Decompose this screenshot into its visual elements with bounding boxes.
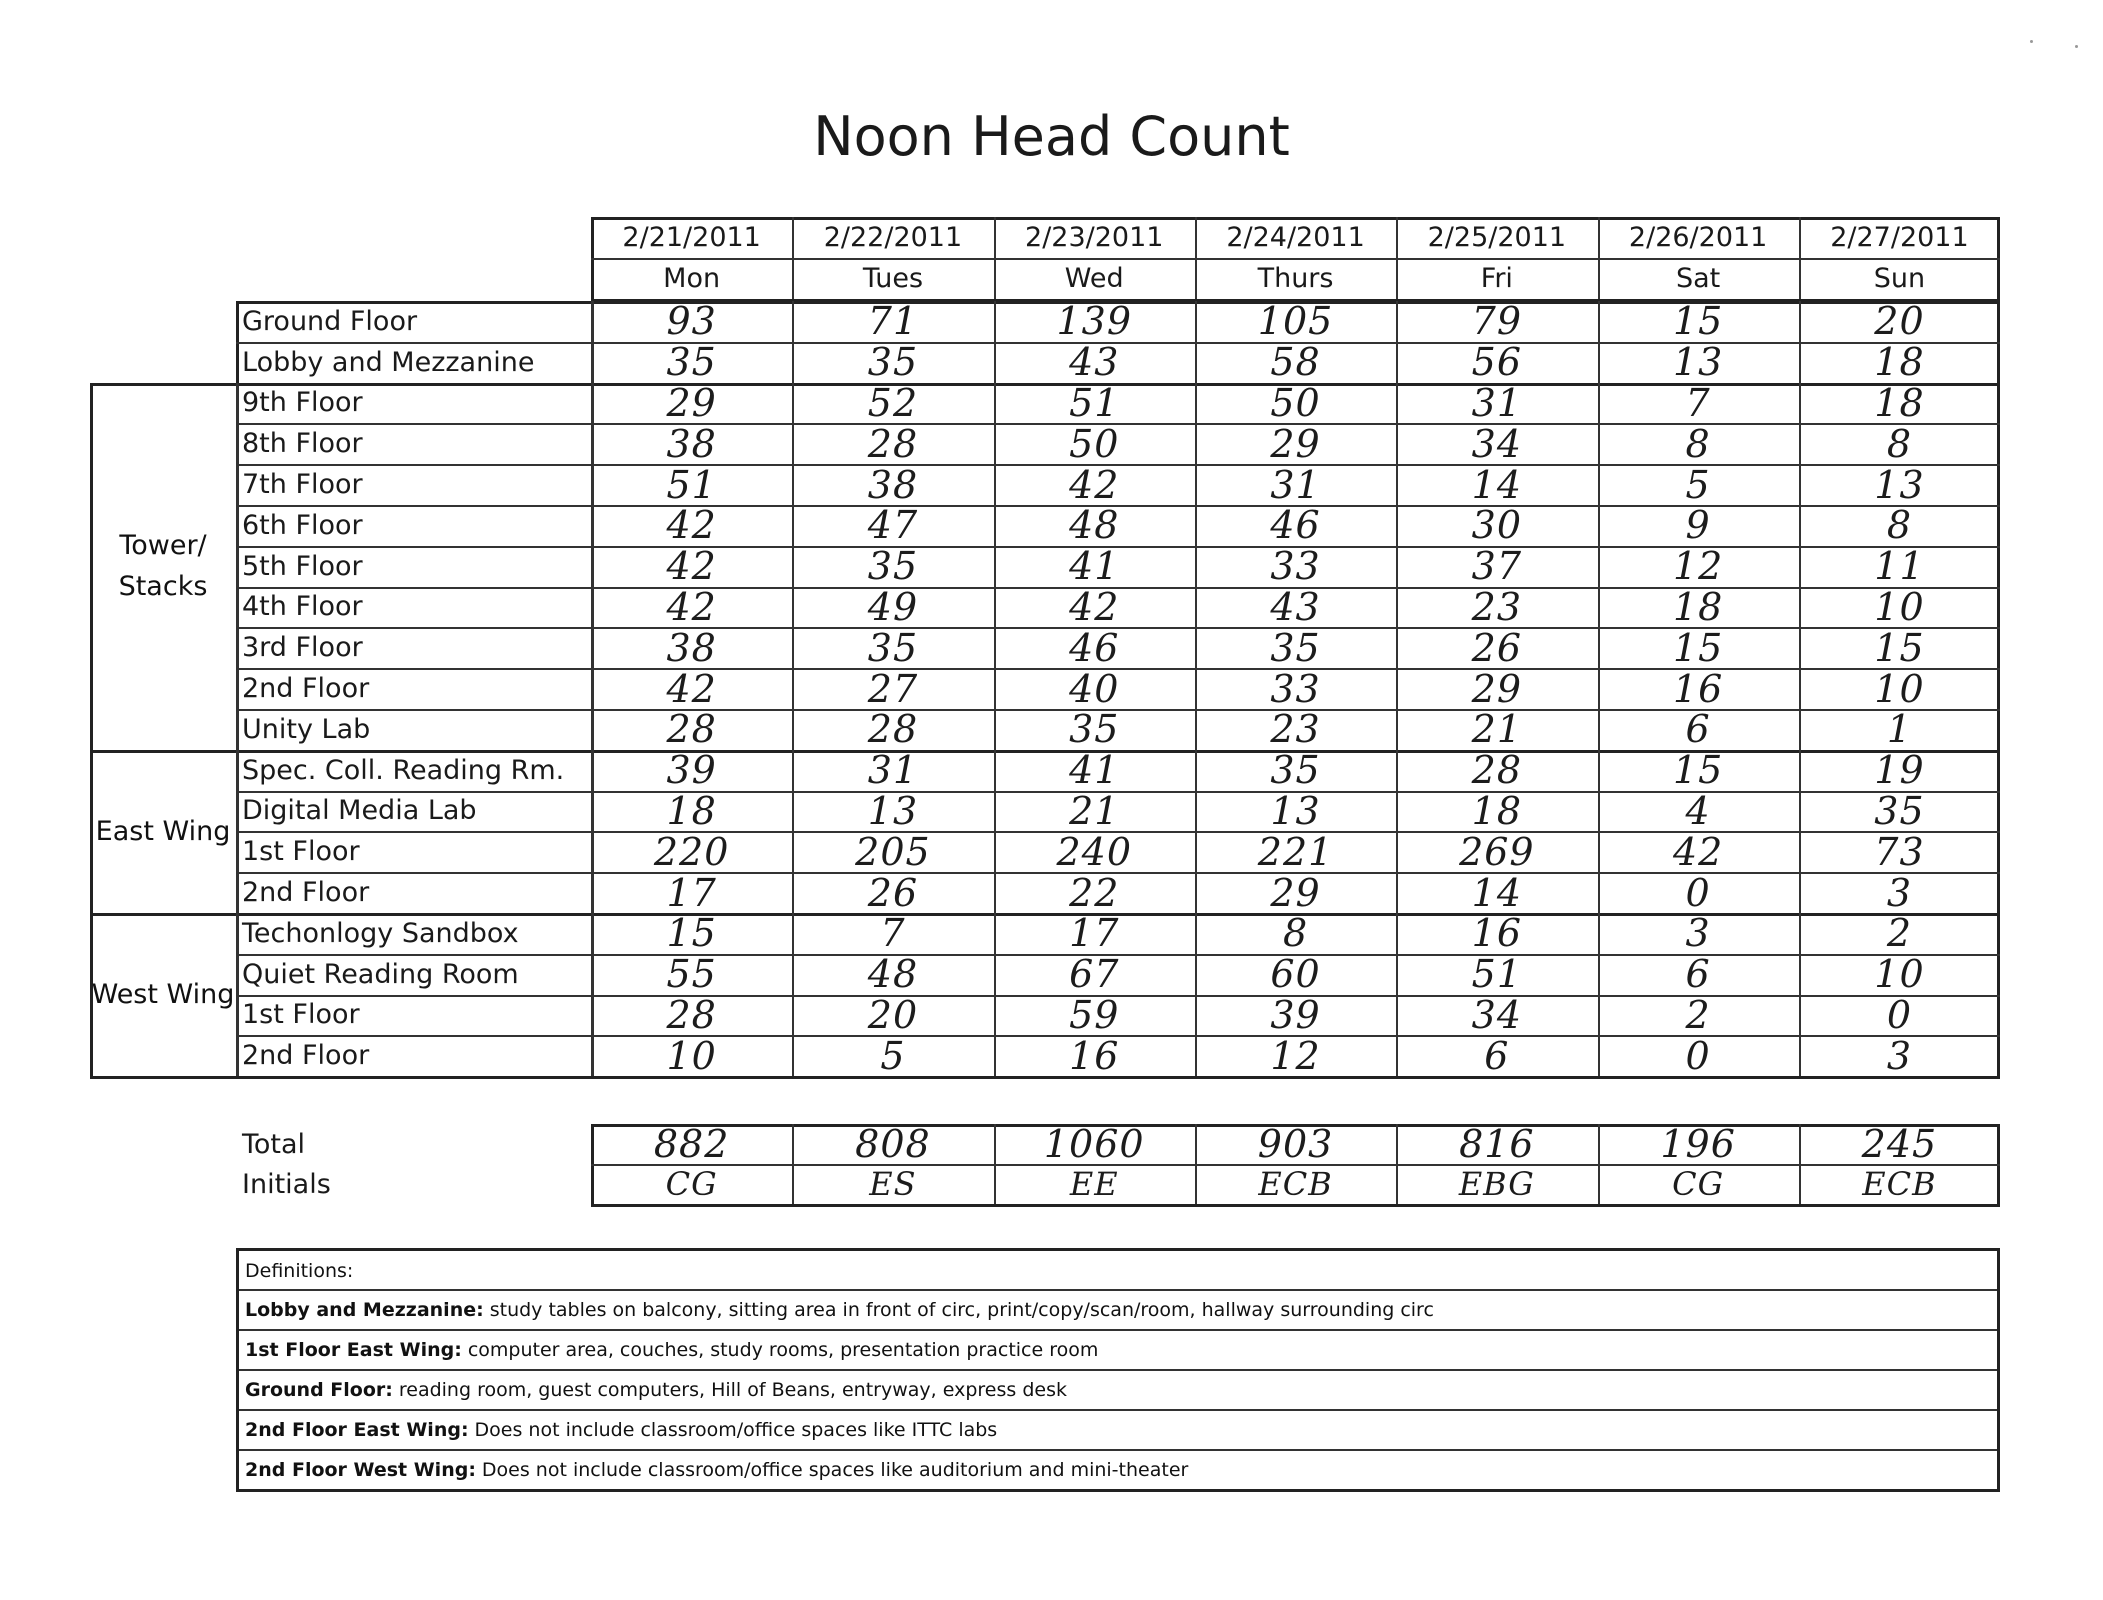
definition-text: reading room, guest computers, Hill of Beans, entryway, express desk [398, 1379, 1067, 1401]
total-cell: 1060 [1043, 1124, 1145, 1164]
count-cell: 12 [1672, 545, 1724, 587]
total-cell: 816 [1459, 1124, 1535, 1164]
definition-item [239, 1330, 1997, 1370]
count-cell: 9 [1685, 505, 1711, 546]
row-label: 1st Floor [242, 999, 360, 1031]
count-cell: 3 [1886, 872, 1913, 913]
count-cell: 8 [1886, 423, 1913, 465]
count-cell: 13 [1874, 464, 1925, 505]
count-cell: 42 [1069, 464, 1120, 505]
count-cell: 59 [1069, 994, 1120, 1036]
count-cell: 16 [1672, 668, 1724, 709]
count-cell: 16 [1069, 1035, 1120, 1077]
count-cell: 35 [1270, 749, 1321, 791]
count-cell: 71 [867, 301, 919, 342]
column-date: 2/24/2011 [1226, 222, 1365, 253]
count-cell: 23 [1471, 586, 1523, 628]
initials-cell: ECB [1258, 1165, 1333, 1203]
row-label: 4th Floor [242, 591, 363, 623]
count-cell: 11 [1874, 545, 1925, 587]
count-cell: 18 [1874, 382, 1925, 424]
count-cell: 42 [666, 668, 717, 709]
definition-item [239, 1410, 1997, 1450]
count-cell: 5 [1685, 464, 1711, 505]
definitions-heading: Definitions: [245, 1260, 354, 1282]
count-cell: 23 [1270, 709, 1321, 750]
count-cell: 48 [867, 953, 919, 995]
page-title: Noon Head Count [813, 105, 1290, 168]
group-label: East Wing [95, 815, 231, 847]
count-cell: 34 [1471, 423, 1523, 465]
count-cell: 49 [867, 586, 919, 628]
count-cell: 58 [1270, 341, 1321, 383]
count-cell: 39 [666, 749, 717, 791]
count-cell: 205 [855, 831, 931, 873]
count-cell: 51 [1069, 382, 1120, 424]
count-cell: 42 [1672, 831, 1724, 873]
definition-term: Ground Floor: [245, 1379, 393, 1401]
initials-label: Initials [242, 1168, 331, 1200]
count-cell: 60 [1270, 953, 1321, 995]
count-cell: 39 [1270, 994, 1321, 1036]
row-label: Quiet Reading Room [242, 958, 519, 990]
count-cell: 33 [1270, 545, 1321, 587]
count-cell: 19 [1874, 749, 1925, 791]
row-label: Lobby and Mezzanine [242, 346, 535, 378]
count-cell: 8 [1886, 505, 1913, 546]
count-cell: 56 [1471, 341, 1523, 383]
count-cell: 7 [880, 913, 906, 954]
count-cell: 79 [1471, 301, 1523, 342]
row-label: 2nd Floor [242, 877, 370, 909]
count-cell: 41 [1069, 749, 1120, 791]
count-cell: 20 [1874, 301, 1925, 342]
count-cell: 15 [1672, 301, 1724, 342]
count-cell: 28 [1471, 749, 1523, 791]
count-cell: 12 [1270, 1035, 1321, 1077]
definition-term: Lobby and Mezzanine: [245, 1299, 484, 1321]
count-cell: 15 [1672, 749, 1724, 791]
count-cell: 73 [1874, 831, 1925, 873]
count-cell: 21 [1069, 790, 1120, 832]
column-day: Fri [1480, 263, 1513, 294]
row-label: 3rd Floor [242, 632, 363, 664]
count-cell: 28 [867, 423, 919, 465]
row-label: 5th Floor [242, 550, 363, 582]
count-cell: 93 [666, 301, 717, 342]
column-date: 2/23/2011 [1025, 222, 1164, 253]
count-cell: 35 [1270, 627, 1321, 669]
row-label: Techonlogy Sandbox [242, 917, 519, 949]
column-date: 2/26/2011 [1628, 222, 1768, 253]
group-label: Tower/ Stacks [118, 530, 208, 603]
count-cell: 13 [1270, 790, 1321, 832]
count-cell: 28 [666, 709, 717, 750]
row-label: 7th Floor [242, 469, 363, 501]
row-label: Ground Floor [242, 305, 418, 337]
count-cell: 18 [1672, 586, 1724, 628]
count-cell: 29 [1270, 872, 1321, 913]
total-label: Total [242, 1128, 306, 1160]
count-cell: 42 [666, 545, 717, 587]
column-date: 2/21/2011 [622, 222, 761, 253]
total-cell: 245 [1861, 1124, 1938, 1164]
count-cell: 50 [1270, 382, 1321, 424]
definition-text: computer area, couches, study rooms, presentation practice room [467, 1339, 1099, 1361]
initials-cell: CG [665, 1165, 718, 1203]
count-cell: 10 [1874, 586, 1925, 628]
column-day: Thurs [1257, 263, 1334, 294]
total-cell: 808 [855, 1124, 931, 1164]
count-cell: 43 [1069, 341, 1120, 383]
definition-term: 2nd Floor East Wing: [245, 1419, 469, 1441]
column-day: Sat [1676, 263, 1721, 294]
row-label: 6th Floor [242, 509, 363, 541]
count-cell: 67 [1069, 953, 1120, 995]
count-cell: 30 [1471, 505, 1523, 546]
initials-cell: ES [869, 1165, 917, 1203]
total-cell: 882 [653, 1124, 730, 1164]
total-cell: 903 [1257, 1124, 1334, 1164]
column-date: 2/27/2011 [1830, 222, 1969, 253]
count-cell: 20 [867, 994, 919, 1036]
count-cell: 40 [1069, 668, 1120, 709]
initials-cell: ECB [1862, 1165, 1937, 1203]
count-cell: 50 [1069, 423, 1120, 465]
count-cell: 139 [1056, 301, 1132, 342]
count-cell: 42 [1069, 586, 1120, 628]
count-cell: 17 [1069, 913, 1120, 954]
column-day: Tues [862, 263, 924, 294]
count-cell: 2 [1685, 994, 1711, 1036]
count-cell: 31 [1471, 382, 1523, 424]
count-cell: 10 [1874, 668, 1925, 709]
row-label: 2nd Floor [242, 673, 370, 705]
count-cell: 17 [666, 872, 717, 913]
count-cell: 51 [666, 464, 717, 505]
count-cell: 55 [666, 953, 717, 995]
count-cell: 42 [666, 505, 717, 546]
row-label: 1st Floor [242, 836, 360, 868]
count-cell: 51 [1471, 953, 1523, 995]
count-cell: 26 [867, 872, 919, 913]
count-cell: 46 [1069, 627, 1120, 669]
count-cell: 14 [1471, 464, 1523, 505]
count-cell: 18 [1874, 341, 1925, 383]
count-cell: 38 [666, 423, 717, 465]
count-cell: 33 [1270, 668, 1321, 709]
count-cell: 35 [867, 545, 919, 587]
count-cell: 0 [1685, 872, 1711, 913]
definition-item [239, 1370, 1997, 1410]
initials-cell: EBG [1458, 1165, 1535, 1203]
definition-item [239, 1290, 1997, 1330]
row-label: 2nd Floor [242, 1040, 370, 1072]
count-cell: 31 [1270, 464, 1321, 505]
column-day: Sun [1873, 263, 1926, 294]
count-cell: 29 [1471, 668, 1523, 709]
count-cell: 10 [666, 1035, 717, 1077]
count-cell: 35 [867, 627, 919, 669]
count-cell: 37 [1471, 545, 1523, 587]
count-cell: 41 [1069, 545, 1120, 587]
column-day: Mon [663, 263, 721, 294]
count-cell: 48 [1069, 505, 1120, 546]
group-label: West Wing [91, 979, 235, 1011]
count-cell: 8 [1685, 423, 1711, 465]
count-cell: 6 [1685, 953, 1711, 995]
row-label: 9th Floor [242, 387, 363, 419]
count-cell: 1 [1886, 709, 1913, 750]
row-label: 8th Floor [242, 428, 363, 460]
count-cell: 35 [1874, 790, 1925, 832]
count-cell: 13 [1672, 341, 1724, 383]
definitions-box [236, 1248, 2000, 1492]
count-cell: 18 [1471, 790, 1523, 832]
count-cell: 34 [1471, 994, 1523, 1036]
count-cell: 15 [1874, 627, 1925, 669]
count-cell: 3 [1886, 1035, 1913, 1077]
count-cell: 43 [1270, 586, 1321, 628]
count-cell: 35 [867, 341, 919, 383]
count-cell: 38 [666, 627, 717, 669]
count-cell: 0 [1886, 994, 1913, 1036]
count-cell: 18 [666, 790, 717, 832]
count-cell: 15 [666, 913, 717, 954]
row-label: Unity Lab [242, 713, 371, 745]
count-cell: 35 [666, 341, 717, 383]
count-cell: 4 [1685, 790, 1711, 832]
count-cell: 105 [1257, 301, 1334, 342]
initials-cell: EE [1069, 1165, 1119, 1203]
count-cell: 29 [1270, 423, 1321, 465]
count-cell: 26 [1471, 627, 1523, 669]
count-cell: 8 [1282, 913, 1309, 954]
definition-text: study tables on balcony, sitting area in front of circ, print/copy/scan/room, hallway surrounding circ [489, 1299, 1434, 1321]
count-cell: 221 [1257, 831, 1334, 873]
count-cell: 5 [880, 1035, 906, 1077]
count-cell: 220 [653, 831, 730, 873]
count-cell: 35 [1069, 709, 1120, 750]
count-cell: 2 [1886, 913, 1913, 954]
count-cell: 240 [1056, 831, 1132, 873]
definition-text: Does not include classroom/office spaces like ITTC labs [474, 1419, 998, 1441]
count-cell: 13 [867, 790, 919, 832]
count-cell: 10 [1874, 953, 1925, 995]
count-cell: 16 [1471, 913, 1523, 954]
count-cell: 27 [867, 668, 919, 709]
definition-term: 2nd Floor West Wing: [245, 1459, 476, 1481]
count-cell: 3 [1685, 913, 1711, 954]
count-cell: 42 [666, 586, 717, 628]
count-cell: 46 [1270, 505, 1321, 546]
count-cell: 6 [1685, 709, 1711, 750]
column-day: Wed [1064, 263, 1124, 294]
count-cell: 22 [1069, 872, 1120, 913]
column-date: 2/22/2011 [823, 222, 963, 253]
count-cell: 14 [1471, 872, 1523, 913]
count-cell: 7 [1685, 382, 1711, 424]
count-cell: 38 [867, 464, 919, 505]
row-label: Spec. Coll. Reading Rm. [242, 754, 565, 786]
count-cell: 15 [1672, 627, 1724, 669]
initials-cell: CG [1672, 1165, 1725, 1203]
count-cell: 6 [1484, 1035, 1510, 1077]
column-date: 2/25/2011 [1427, 222, 1567, 253]
row-label: Digital Media Lab [242, 795, 477, 827]
count-cell: 31 [867, 749, 919, 791]
count-cell: 47 [867, 505, 919, 546]
count-cell: 21 [1471, 709, 1523, 750]
count-cell: 52 [867, 382, 919, 424]
definition-text: Does not include classroom/office spaces like auditorium and mini-theater [481, 1459, 1189, 1481]
count-cell: 28 [867, 709, 919, 750]
count-cell: 269 [1459, 831, 1535, 873]
count-cell: 29 [666, 382, 717, 424]
definition-term: 1st Floor East Wing: [245, 1339, 462, 1361]
definition-item [239, 1450, 1997, 1490]
count-cell: 28 [666, 994, 717, 1036]
total-cell: 196 [1660, 1124, 1736, 1164]
count-cell: 0 [1685, 1035, 1711, 1077]
